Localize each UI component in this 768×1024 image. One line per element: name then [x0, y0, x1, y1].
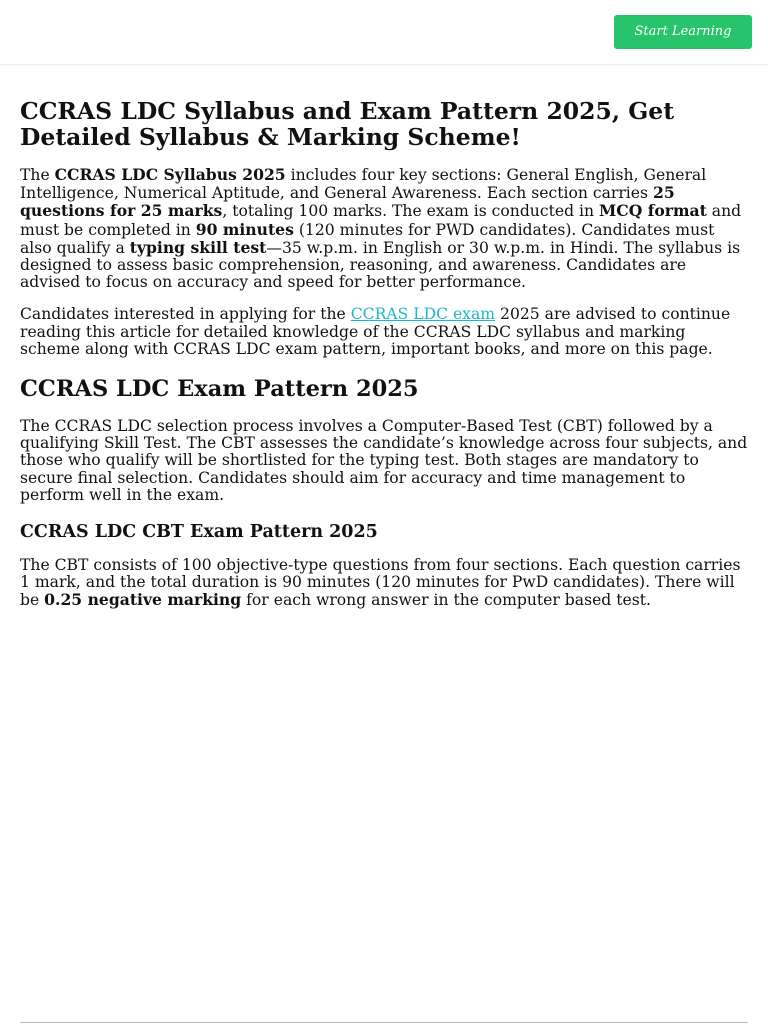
article-content: [20, 98, 750, 625]
sub-heading: CCRAS LDC CBT Exam Pattern 2025: [20, 522, 378, 543]
intro-text-6: —35 w.p.m. in English or 30 w.p.m. in Hindi. The syllabus is designed to assess basic comprehension, reasoning, and awareness. Candidates are advised to focus on accuracy and speed for better performance.: [20, 238, 741, 292]
intro-text-1: The: [20, 166, 55, 184]
intro-bold-format: MCQ format: [599, 201, 707, 221]
page-title: CCRAS LDC Syllabus and Exam Pattern 2025, Get Detailed Syllabus & Marking Scheme!: [20, 97, 675, 151]
cbt-text-1: The CBT consists of 100 objective-type questions from four sections. Each question carries 1 mark, and the total duration is 90 minutes (120 minutes for PwD candidates). There will be: [20, 556, 741, 610]
bottom-divider: [20, 1022, 748, 1023]
top-bar: [0, 0, 768, 65]
intro-bold-typing: typing skill test: [129, 237, 267, 257]
info-text-2: 2025 are advised to continue reading this article for detailed knowledge of the CCRAS LDC syllabus and marking scheme along with CCRAS LDC exam pattern, important books, and more on this page.: [20, 305, 731, 358]
intro-bold-syllabus: CCRAS LDC Syllabus 2025: [54, 165, 286, 184]
cbt-text-2: for each wrong answer in the computer based test.: [241, 591, 651, 610]
intro-text-5: (120 minutes for PWD candidates). Candidates must also qualify a: [20, 220, 715, 257]
section-paragraph: The CCRAS LDC selection process involves a Computer-Based Test (CBT) followed by a qualifying Skill Test. The CBT assesses the candidate’s knowledge across four subjects, and those who qualify will be shortlisted for the typing test. Both stages are mandatory to secure final selection. Candidates should aim for accuracy and time management to perform well in the exam.: [20, 417, 748, 504]
section-heading: CCRAS LDC Exam Pattern 2025: [20, 376, 419, 403]
intro-text-2: includes four key sections: General English, General Intelligence, Numerical Aptitude, and General Awareness. Each section carries: [20, 166, 707, 203]
intro-text-4: and must be completed in: [20, 202, 742, 239]
intro-bold-duration: 90 minutes: [195, 219, 294, 239]
intro-bold-questions: 25 questions for 25 marks: [20, 183, 675, 221]
info-paragraph: [20, 306, 750, 358]
intro-text-3: , totaling 100 marks. The exam is conducted in: [222, 202, 600, 221]
intro-paragraph: [20, 166, 750, 291]
ccras-ldc-exam-link[interactable]: CCRAS LDC exam: [350, 305, 496, 324]
info-text-1: Candidates interested in applying for the: [20, 305, 351, 324]
cbt-paragraph: [20, 557, 750, 610]
cbt-bold-negative: 0.25 negative marking: [44, 590, 242, 610]
start-learning-button[interactable]: Start Learning: [614, 15, 752, 49]
